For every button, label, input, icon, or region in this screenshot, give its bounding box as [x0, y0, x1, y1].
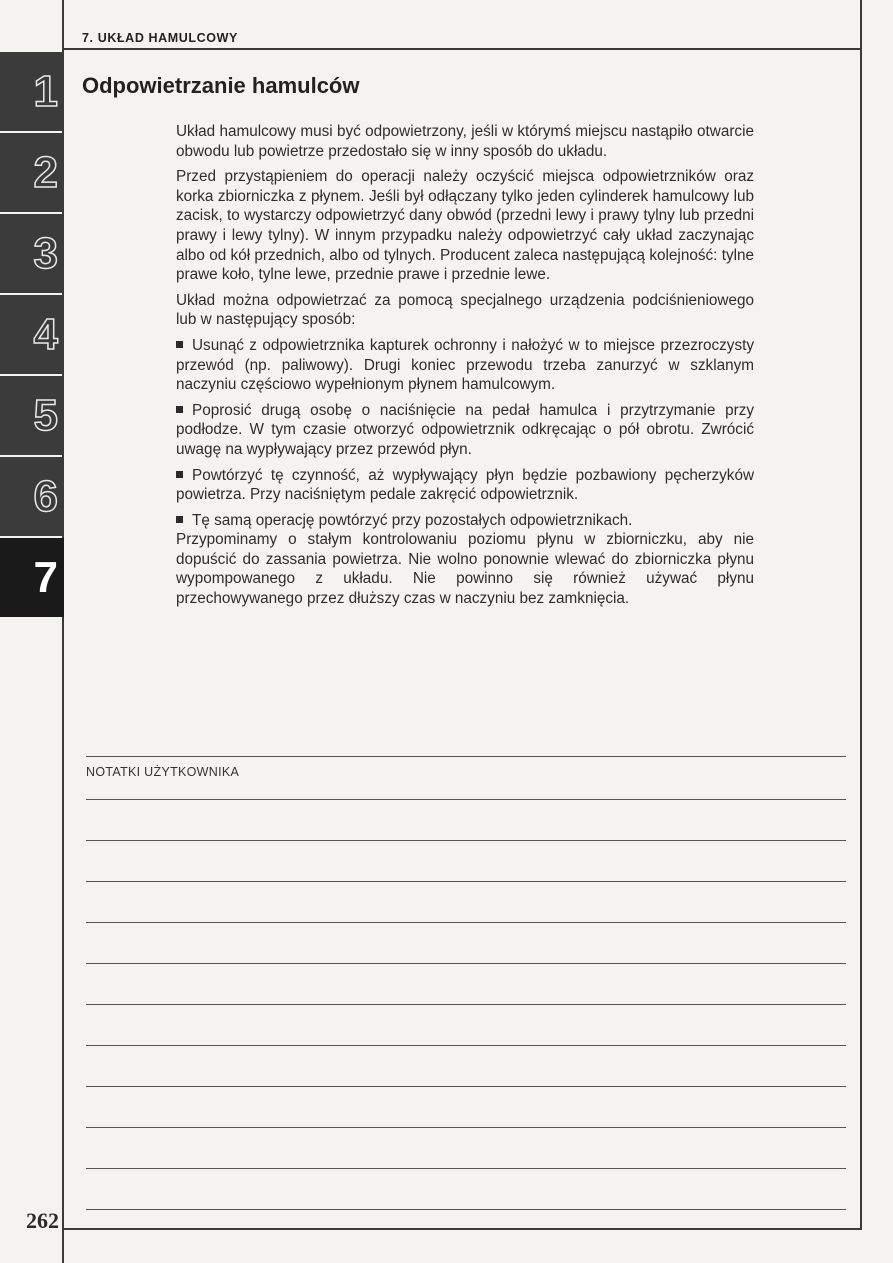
- note-line: [86, 1209, 846, 1210]
- notes-divider: [86, 756, 846, 757]
- section-header: 7. UKŁAD HAMULCOWY: [82, 31, 238, 45]
- bullet-icon: [176, 516, 183, 523]
- note-line: [86, 1045, 846, 1046]
- chapter-tab-number: 4: [33, 309, 58, 359]
- chapter-tab-number: 3: [33, 228, 58, 278]
- chapter-tab-number: 5: [33, 390, 58, 440]
- note-line: [86, 1004, 846, 1005]
- chapter-tab-number: 7: [33, 552, 58, 602]
- note-line: [86, 840, 846, 841]
- note-line: [86, 963, 846, 964]
- chapter-tab-4[interactable]: [0, 295, 64, 374]
- step-text: Tę samą operację powtórzyć przy pozostałych odpowietrznikach.: [192, 511, 633, 529]
- paragraph: Układ hamulcowy musi być odpowietrzony, jeśli w którymś miejscu nastąpiło otwarcie obwodu lub powietrze przedostało się w inny sposób do układu.: [176, 123, 754, 160]
- note-line: [86, 881, 846, 882]
- header-rule: [62, 48, 862, 50]
- step-item: [176, 511, 754, 531]
- step-item: [176, 466, 754, 505]
- paragraph: Przed przystąpieniem do operacji należy oczyścić miejsca odpowietrzników oraz korka zbiorniczka z płynem. Jeśli był odłączany tylko jeden cylinderek hamulcowy lub zacisk, to wystarczy odpowietrzyć dany obwód (przedni lewy i prawy tylny lub przedni prawy i lewy tylny). W innym przypadku należy odpowietrzyć cały układ zaczynając albo od kół przednich, albo od tylnych. Producent zaleca następującą kolejność: tylne prawe koło, tylne lewe, przednie prawe i przednie lewe.: [176, 168, 754, 284]
- note-line: [86, 1127, 846, 1128]
- page-title: Odpowietrzanie hamulców: [82, 73, 360, 98]
- step-item: [176, 336, 754, 395]
- chapter-tabs: [0, 52, 64, 619]
- chapter-tab-3[interactable]: [0, 214, 64, 293]
- chapter-tab-number: 1: [33, 66, 58, 116]
- chapter-tab-number: 6: [33, 471, 58, 521]
- chapter-tab-6[interactable]: [0, 457, 64, 536]
- step-text: Powtórzyć tę czynność, aż wypływający płyn będzie pozbawiony pęcherzyków powietrza. Przy naciśniętym pedale zakręcić odpowietrznik.: [176, 466, 754, 504]
- chapter-tab-2[interactable]: [0, 133, 64, 212]
- note-line: [86, 922, 846, 923]
- chapter-tab-number: 2: [33, 147, 58, 197]
- bullet-icon: [176, 406, 183, 413]
- chapter-tab-1[interactable]: [0, 52, 64, 131]
- step-text: Poprosić drugą osobę o naciśnięcie na pedał hamulca i przytrzymanie przy podłodze. W tym czasie otworzyć odpowietrznik odkręcając o pół obrotu. Zwrócić uwagę na wypływający przez przewód płyn.: [176, 401, 754, 458]
- chapter-tab-7[interactable]: [0, 538, 64, 617]
- note-line: [86, 799, 846, 800]
- note-line: [86, 1168, 846, 1169]
- notes-label: NOTATKI UŻYTKOWNIKA: [86, 765, 240, 779]
- right-margin-rule: [860, 0, 862, 1230]
- closing-paragraph: Przypominamy o stałym kontrolowaniu poziomu płynu w zbiorniczku, aby nie dopuścić do zassania powietrza. Nie wolno ponownie wlewać do zbiorniczka płynu wypompowanego z układu. Nie powinno się również używać płynu przechowywanego przez dłuższy czas w naczyniu bez zamknięcia.: [176, 531, 754, 608]
- bullet-icon: [176, 341, 183, 348]
- article-body: [176, 122, 754, 615]
- step-text: Usunąć z odpowietrznika kapturek ochronny i nałożyć w to miejsce przezroczysty przewód (np. paliwowy). Drugi koniec przewodu trzeba zanurzyć w szklanym naczyniu częściowo wypełnionym płynem hamulcowym.: [176, 336, 754, 394]
- bullet-icon: [176, 471, 183, 478]
- paragraph: Układ można odpowietrzać za pomocą specjalnego urządzenia podciśnieniowego lub w następujący sposób:: [176, 291, 754, 329]
- step-item: [176, 401, 754, 460]
- page-number: 262: [26, 1208, 59, 1233]
- chapter-tab-5[interactable]: [0, 376, 64, 455]
- note-line: [86, 1086, 846, 1087]
- footer-rule: [62, 1228, 862, 1230]
